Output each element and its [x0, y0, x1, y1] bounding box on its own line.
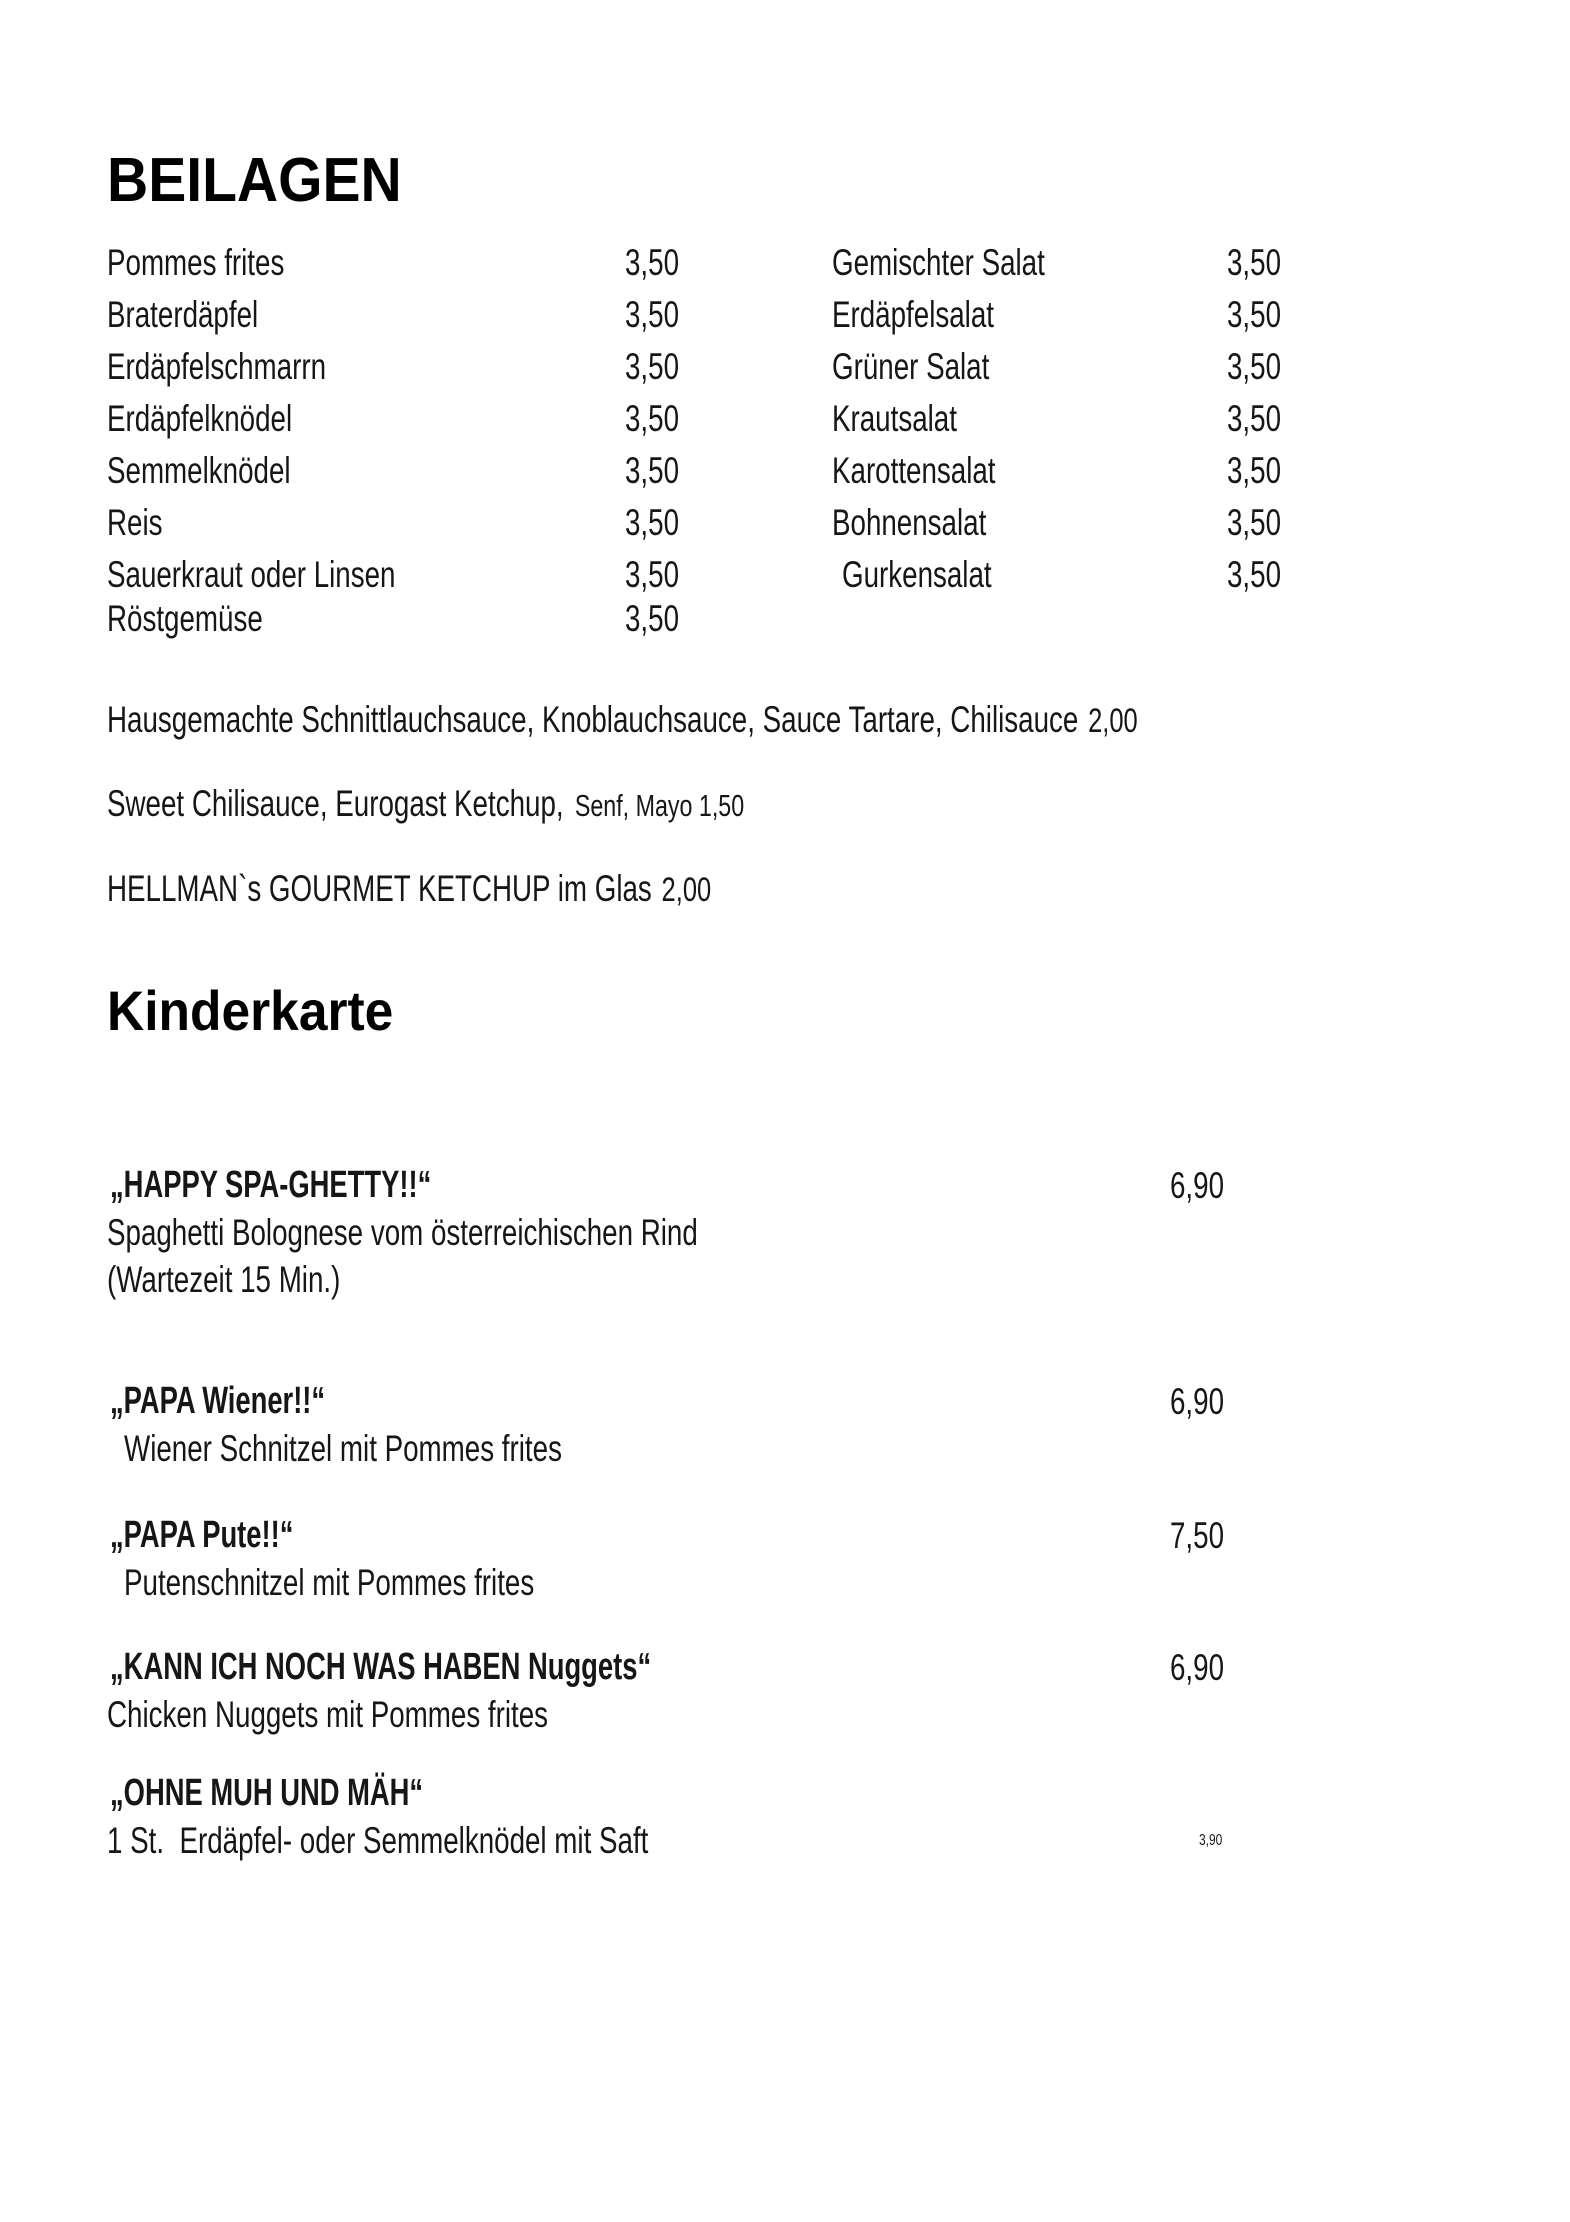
kids-item-description-text: Wiener Schnitzel mit Pommes frites [124, 1428, 562, 1469]
item-name [832, 400, 1227, 438]
item-price [625, 452, 680, 490]
sauce-line-content [107, 700, 1138, 741]
kinderkarte-items [107, 1162, 1230, 1864]
kids-menu-item [107, 1162, 1230, 1303]
item-price-text: 3,50 [1227, 294, 1282, 335]
item-price [625, 556, 680, 594]
kids-item-title-row [107, 1512, 1230, 1559]
item-price-text: 3,50 [1227, 502, 1282, 543]
item-name-text: Gemischter Salat [832, 242, 1045, 283]
item-price-text: 3,50 [1227, 398, 1282, 439]
item-price [625, 244, 680, 282]
kids-item-title-text: „PAPA Wiener!!“ [110, 1380, 326, 1422]
kids-item-price [1170, 1162, 1230, 1209]
menu-item-row [107, 296, 680, 334]
kids-item-description-text: Putenschnitzel mit Pommes frites [124, 1562, 535, 1603]
item-name [832, 296, 1227, 334]
item-name [832, 452, 1227, 490]
item-price [1227, 554, 1282, 595]
kids-item-price-text: 6,90 [1170, 1165, 1225, 1206]
item-name-text: Krautsalat [832, 398, 957, 439]
item-name-text: Semmelknödel [107, 450, 291, 491]
item-price [1227, 398, 1282, 439]
item-price-text: 3,50 [1227, 450, 1282, 491]
item-price [625, 296, 680, 334]
item-name-text: Sauerkraut oder Linsen [107, 554, 396, 595]
menu-item-row [107, 244, 680, 282]
item-name [107, 244, 625, 282]
item-name-text: Bohnensalat [832, 502, 987, 543]
sauce-line [107, 869, 1470, 910]
beilagen-heading [107, 146, 1470, 215]
item-name [107, 600, 625, 638]
menu-item-row [832, 242, 1282, 283]
kids-item-description [107, 1691, 1230, 1738]
item-name-text: Erdäpfelschmarrn [107, 346, 327, 387]
kids-item-description [107, 1559, 1230, 1606]
kinderkarte-heading-text: Kinderkarte [107, 979, 394, 1042]
kids-item-title-row [107, 1378, 1230, 1425]
sauce-line-content [107, 869, 711, 910]
menu-item-row [107, 556, 680, 594]
kids-item-description [107, 1425, 1230, 1472]
item-price [625, 600, 680, 638]
item-name-text: Gurkensalat [842, 554, 992, 595]
item-price [625, 504, 680, 542]
item-name-text: Erdäpfelsalat [832, 294, 994, 335]
kids-item-description-row [107, 1817, 1230, 1864]
kids-item-price-text: 7,50 [1170, 1515, 1225, 1556]
item-price-text: 3,50 [1227, 346, 1282, 387]
menu-item-row [832, 502, 1282, 543]
kids-item-price-text: 6,90 [1170, 1647, 1225, 1688]
kids-item-title-text: „PAPA Pute!!“ [110, 1514, 294, 1556]
item-price-text: 3,50 [625, 294, 680, 335]
menu-item-row [832, 554, 1282, 595]
item-name [107, 348, 625, 386]
kids-item-title-text: „KANN ICH NOCH WAS HABEN Nuggets“ [110, 1646, 652, 1688]
item-price [1227, 242, 1282, 283]
kids-item-description [107, 1817, 1199, 1864]
kids-item-description-text: (Wartezeit 15 Min.) [107, 1259, 341, 1300]
item-price [1227, 346, 1282, 387]
kids-item-description-text: Spaghetti Bolognese vom österreichischen Rind [107, 1212, 698, 1253]
item-name [832, 504, 1227, 542]
sauce-price: 2,00 [661, 871, 712, 909]
kids-item-title [107, 1378, 1170, 1425]
sauce-line [107, 700, 1470, 741]
item-price-text: 3,50 [625, 398, 680, 439]
kids-menu-item [107, 1378, 1230, 1472]
beilagen-left-column [107, 244, 680, 652]
item-price-text: 3,50 [1227, 242, 1282, 283]
kids-item-price-text: 3,90 [1198, 1832, 1223, 1849]
menu-item-row [832, 294, 1282, 335]
item-name [107, 556, 625, 594]
item-name [832, 556, 1227, 594]
kids-item-price [1199, 1817, 1230, 1864]
sauce-text: HELLMAN`s GOURMET KETCHUP im Glas [107, 868, 652, 909]
item-price-text: 3,50 [625, 450, 680, 491]
menu-item-row [832, 450, 1282, 491]
menu-item-row [107, 400, 680, 438]
sauce-price: 2,00 [1088, 702, 1138, 740]
kids-item-description-text: 1 St. Erdäpfel- oder Semmelknödel mit Saft [107, 1820, 649, 1861]
item-name-text: Pommes frites [107, 242, 285, 283]
item-name-text: Reis [107, 502, 163, 543]
menu-item-row [107, 348, 680, 386]
kids-menu-item [107, 1512, 1230, 1606]
kids-item-price [1170, 1512, 1230, 1559]
sauces-block [107, 700, 1470, 910]
item-price [1227, 450, 1282, 491]
sauce-line [107, 784, 1470, 826]
item-name [107, 400, 625, 438]
kids-menu-item [107, 1770, 1230, 1864]
sauce-text: Sweet Chilisauce, Eurogast Ketchup, [107, 783, 564, 824]
menu-item-row [832, 346, 1282, 387]
beilagen-columns [107, 242, 1282, 652]
item-name-text: Grüner Salat [832, 346, 990, 387]
kids-item-price [1170, 1644, 1230, 1691]
menu-item-row [107, 452, 680, 490]
item-name-text: Braterdäpfel [107, 294, 259, 335]
item-price [625, 400, 680, 438]
menu-item-row [107, 504, 680, 542]
item-price [1227, 294, 1282, 335]
sauce-text-small: Senf, Mayo 1,50 [574, 788, 745, 823]
item-price-text: 3,50 [1227, 554, 1282, 595]
item-price-text: 3,50 [625, 502, 680, 543]
item-price [1227, 502, 1282, 543]
item-price [625, 348, 680, 386]
sauce-line-content [107, 784, 744, 826]
kids-item-description [107, 1256, 1230, 1303]
item-name [832, 244, 1227, 282]
kids-item-description-text: Chicken Nuggets mit Pommes frites [107, 1694, 549, 1735]
kids-item-title [107, 1162, 1170, 1209]
kids-item-price-text: 6,90 [1170, 1381, 1225, 1422]
item-name [107, 452, 625, 490]
kids-item-title [107, 1644, 1170, 1691]
item-name [107, 296, 625, 334]
kids-item-title-row [107, 1644, 1230, 1691]
kids-item-title-row [107, 1162, 1230, 1209]
kids-item-title [107, 1770, 1230, 1817]
beilagen-heading-text: BEILAGEN [107, 146, 402, 215]
item-price-text: 3,50 [625, 554, 680, 595]
item-price-text: 3,50 [625, 598, 680, 639]
item-name [832, 348, 1227, 386]
menu-item-row [832, 398, 1282, 439]
kids-item-price [1170, 1378, 1230, 1425]
kids-item-title-text: „HAPPY SPA-GHETTY!!“ [110, 1164, 432, 1206]
item-name [107, 504, 625, 542]
item-price-text: 3,50 [625, 346, 680, 387]
kids-item-title-text: „OHNE MUH UND MÄH“ [110, 1772, 424, 1814]
menu-item-row [107, 600, 680, 638]
kids-item-description [107, 1209, 1230, 1256]
kids-item-title-row [107, 1770, 1230, 1817]
item-name-text: Röstgemüse [107, 598, 263, 639]
item-name-text: Karottensalat [832, 450, 996, 491]
beilagen-right-column [832, 242, 1282, 652]
item-name-text: Erdäpfelknödel [107, 398, 293, 439]
kinderkarte-heading [107, 980, 1470, 1042]
kids-menu-item [107, 1644, 1230, 1738]
sauce-text: Hausgemachte Schnittlauchsauce, Knoblauchsauce, Sauce Tartare, Chilisauce [107, 699, 1079, 740]
kids-item-title [107, 1512, 1170, 1559]
item-price-text: 3,50 [625, 242, 680, 283]
